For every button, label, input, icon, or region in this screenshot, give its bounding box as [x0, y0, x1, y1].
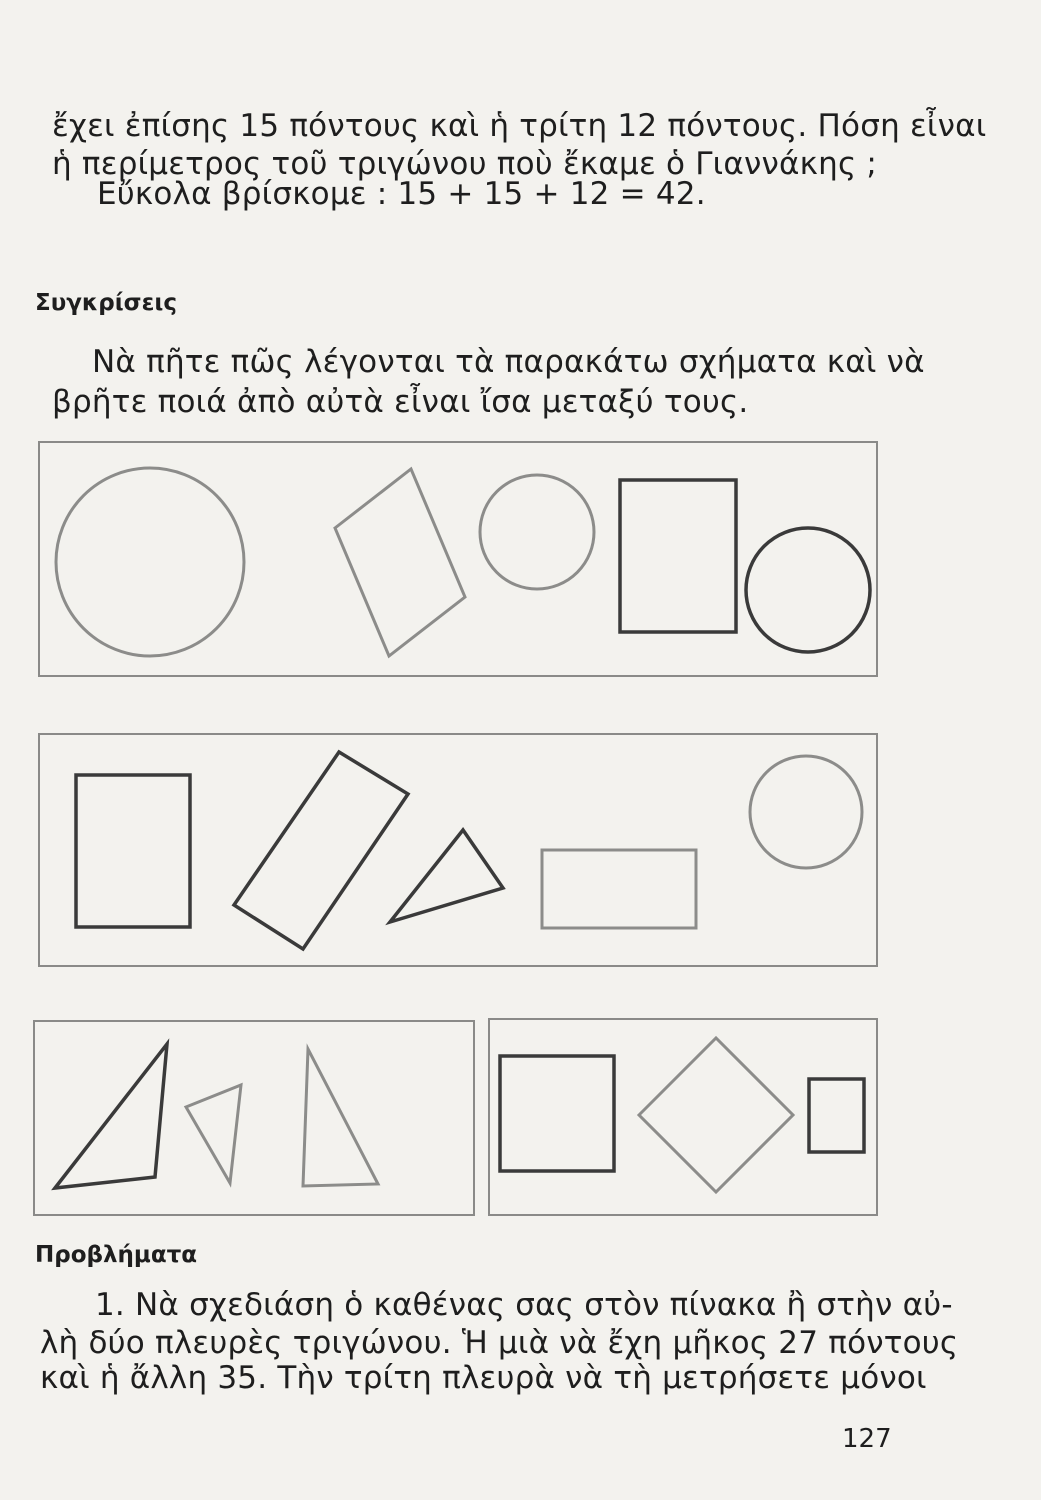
right-triangle-light-shape	[303, 1049, 378, 1186]
narrow-triangle-light-shape	[186, 1085, 241, 1183]
small-rectangle-shape	[809, 1079, 864, 1152]
circle-shape	[750, 756, 862, 868]
intro-line-2: ἡ περίμετρος τοῦ τριγώνου ποὺ ἔκαμε ὁ Γιαννάκης ;	[52, 146, 878, 182]
problems-line-2: λὴ δύο πλευρὲς τριγώνου. Ἡ μιὰ νὰ ἔχη μῆκος 27 πόντους	[40, 1325, 959, 1361]
problems-heading: Προβλήματα	[35, 1242, 198, 1268]
small-triangle-shape	[390, 830, 503, 922]
diamond-shape	[639, 1038, 793, 1192]
tall-triangle-dark-shape	[55, 1044, 167, 1188]
large-circle-shape	[56, 468, 244, 656]
tilted-square-shape	[335, 469, 465, 656]
tilted-rectangle-shape	[234, 752, 408, 949]
comparisons-line-2: βρῆτε ποιά ἀπὸ αὐτὰ εἶναι ἴσα μεταξύ τους.	[52, 384, 749, 420]
small-circle-light-shape	[480, 475, 594, 589]
upright-rectangle-shape	[76, 775, 190, 927]
page-number: 127	[842, 1424, 892, 1454]
comparisons-heading: Συγκρίσεις	[35, 290, 177, 316]
intro-line-1: ἔχει ἐπίσης 15 πόντους καὶ ἡ τρίτη 12 πόντους. Πόση εἶναι	[52, 108, 987, 144]
wide-rectangle-shape	[542, 850, 696, 928]
square-shape	[500, 1056, 614, 1171]
rectangle-shape	[620, 480, 736, 632]
intro-line-3: Εὔκολα βρίσκομε : 15 + 15 + 12 = 42.	[97, 176, 706, 212]
problems-line-3: καὶ ἡ ἄλλη 35. Τὴν τρίτη πλευρὰ νὰ τὴ μετρήσετε μόνοι	[40, 1360, 927, 1396]
comparisons-line-1: Νὰ πῆτε πῶς λέγονται τὰ παρακάτω σχήματα καὶ νὰ	[92, 344, 925, 380]
problems-line-1: 1. Νὰ σχεδιάση ὁ καθένας σας στὸν πίνακα ἢ στὴν αὐ-	[95, 1287, 953, 1323]
small-circle-dark-shape	[746, 528, 870, 652]
